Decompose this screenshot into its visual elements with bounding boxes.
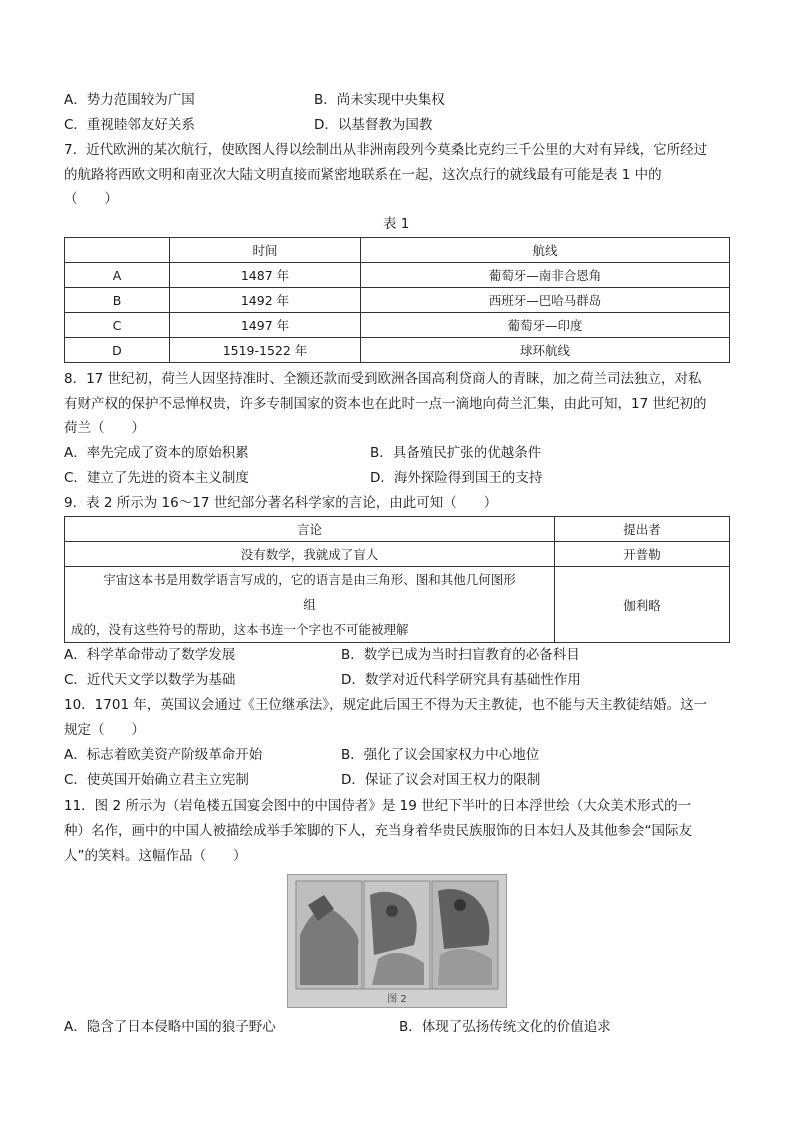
q9-option-c: C．近代天文学以数学为基础: [64, 672, 236, 688]
table1-cell: D: [65, 338, 170, 363]
q8-stem-line1: 8．17 世纪初，荷兰人因坚持准时、全额还款而受到欧洲各国高利贷商人的青睐，加之荷兰司法独立，对私: [64, 371, 702, 387]
q10-option-c: C．使英国开始确立君主立宪制: [64, 772, 249, 788]
q8-option-a: A．率先完成了资本的原始积累: [64, 445, 249, 461]
q11-option-a: A．隐含了日本侵略中国的狼子野心: [64, 1019, 276, 1035]
q11-stem-line1: 11．图 2 所示为（岩龟楼五国宴会图中的中国侍者》是 19 世纪下半叶的日本浮世绘（大众美术形式的一: [64, 798, 692, 814]
figure-2-caption: 图 2: [387, 994, 407, 1005]
table1-cell: 葡萄牙—印度: [361, 313, 730, 338]
table2-cell: 没有数学，我就成了盲人: [65, 542, 555, 567]
table1-cell: 葡萄牙—南非合恩角: [361, 263, 730, 288]
table1-cell: 1519-1522 年: [170, 338, 361, 363]
quote-line: 宇宙这本书是用数学语言写成的，它的语言是由三角形、图和其他几何图形: [103, 572, 516, 587]
table1-cell: 西班牙—巴哈马群岛: [361, 288, 730, 313]
table1-cell: 1492 年: [170, 288, 361, 313]
q9-option-b: B．数学已成为当时扫盲教育的必备科目: [341, 647, 580, 663]
q11-option-b: B．体现了弘扬传统文化的价值追求: [399, 1019, 611, 1035]
q6-option-c: C．重视睦邻友好关系: [64, 117, 195, 133]
q6-option-a: A．势力范围较为广国: [64, 92, 195, 108]
table2-cell: 伽利略: [555, 567, 730, 643]
q7-stem-line1: 7．近代欧洲的某次航行，使欧图人得以绘制出从非洲南段列今莫桑比克约三千公里的大对有异线，它所经过: [64, 142, 708, 158]
quote-line: 成的，没有这些符号的帮助，这本书连一个字也不可能被理解: [71, 622, 409, 637]
q6-option-b: B．尚未实现中央集权: [314, 92, 445, 108]
q9-option-a: A．科学革命带动了数学发展: [64, 647, 236, 663]
table2: [64, 516, 730, 643]
ukiyoe-illustration: [288, 875, 506, 1007]
table-row: [65, 338, 730, 363]
table1-cell: A: [65, 263, 170, 288]
q10-stem-line1: 10．1701 年，英国议会通过《王位继承法》，规定此后国王不得为天主教徒，也不能与天主教徒结婚。这一: [64, 697, 708, 713]
table1-header: [65, 238, 170, 263]
table2-header: 提出者: [555, 517, 730, 542]
table1-cell: C: [65, 313, 170, 338]
table-row: [65, 313, 730, 338]
figure-2-image: [287, 874, 507, 1008]
q10-option-d: D．保证了议会对国王权力的限制: [341, 772, 541, 788]
q11-stem-line3: 人”的笑料。这幅作品（ ）: [64, 848, 247, 864]
q8-option-d: D．海外探险得到国王的支持: [370, 470, 543, 486]
table-row: [65, 567, 730, 643]
q8-stem-line2: 有财产权的保护不忌惮权贵，许多专制国家的资本也在此时一点一滴地向荷兰汇集，由此可知，17 世纪初的: [64, 396, 707, 412]
quote-line: 组: [303, 597, 316, 612]
q10-stem-line2: 规定（ ）: [64, 722, 145, 738]
table-row: [65, 288, 730, 313]
table1-cell: 1497 年: [170, 313, 361, 338]
table1: [64, 237, 730, 363]
q7-stem-line3: （ ）: [64, 191, 118, 207]
table1-cell: 1487 年: [170, 263, 361, 288]
q11-stem-line2: 种）名作，画中的中国人被描绘成举手笨脚的下人，充当身着华贵民族服饰的日本妇人及其他参会“国际友: [64, 823, 692, 839]
table-row: [65, 263, 730, 288]
table1-cell: B: [65, 288, 170, 313]
q6-option-d: D．以基督教为国教: [314, 117, 433, 133]
table2-cell: 开普勒: [555, 542, 730, 567]
q8-option-c: C．建立了先进的资本主义制度: [64, 470, 249, 486]
table1-cell: 球环航线: [361, 338, 730, 363]
q8-option-b: B．具备殖民扩张的优越条件: [370, 445, 542, 461]
table-row: [65, 542, 730, 567]
q9-option-d: D．数学对近代科学研究具有基础性作用: [341, 672, 581, 688]
q10-option-b: B．强化了议会国家权力中心地位: [341, 747, 540, 763]
table2-quote-cell: [65, 567, 555, 643]
q10-option-a: A．标志着欧美资产阶级革命开始: [64, 747, 263, 763]
table1-title: 表 1: [383, 216, 410, 232]
q9-stem: 9．表 2 所示为 16～17 世纪部分著名科学家的言论，由此可知（ ）: [64, 495, 498, 511]
table1-header: 航线: [361, 238, 730, 263]
table2-header: 言论: [65, 517, 555, 542]
q8-stem-line3: 荷兰（ ）: [64, 420, 145, 436]
q7-stem-line2: 的航路将西欧文明和南亚次大陆文明直接而紧密地联系在一起，这次点行的就线最有可能是表 1 中的: [64, 167, 662, 183]
table1-header: 时间: [170, 238, 361, 263]
